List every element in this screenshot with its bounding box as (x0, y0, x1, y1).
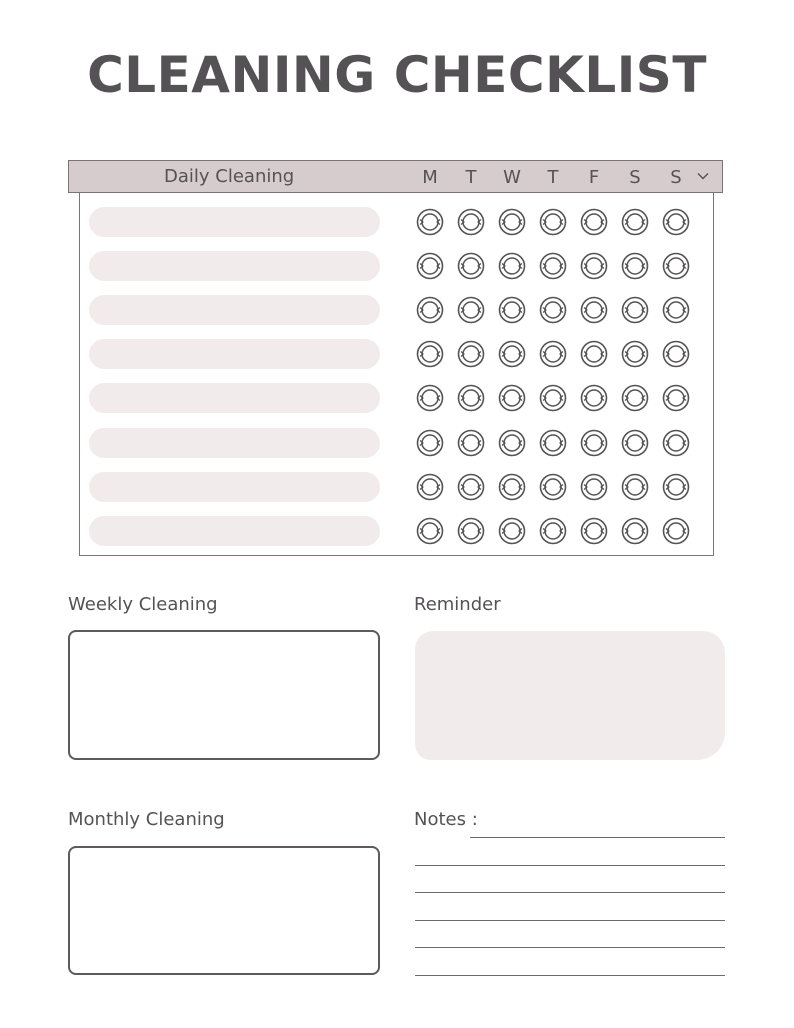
daily-task-field[interactable] (89, 428, 380, 458)
checkbox-friday-icon[interactable] (580, 252, 608, 280)
daily-task-field[interactable] (89, 339, 380, 369)
checkbox-friday-icon[interactable] (580, 473, 608, 501)
monthly-cleaning-label: Monthly Cleaning (68, 809, 225, 830)
notes-line[interactable] (415, 865, 725, 866)
notes-line[interactable] (470, 837, 725, 838)
checkbox-monday-icon[interactable] (416, 473, 444, 501)
checkbox-tuesday-icon[interactable] (457, 340, 485, 368)
checkbox-thursday-icon[interactable] (539, 429, 567, 457)
day-label-monday: M (422, 167, 438, 188)
reminder-label: Reminder (414, 594, 501, 615)
notes-line[interactable] (415, 920, 725, 921)
checkbox-friday-icon[interactable] (580, 340, 608, 368)
day-label-tuesday: T (465, 167, 477, 188)
checkbox-monday-icon[interactable] (416, 252, 444, 280)
day-label-wednesday: W (503, 167, 521, 188)
day-label-thursday: T (547, 167, 559, 188)
checkbox-thursday-icon[interactable] (539, 208, 567, 236)
daily-cleaning-header (68, 160, 723, 193)
daily-task-field[interactable] (89, 516, 380, 546)
checkbox-saturday-icon[interactable] (621, 429, 649, 457)
checkbox-thursday-icon[interactable] (539, 252, 567, 280)
checkbox-thursday-icon[interactable] (539, 296, 567, 324)
checkbox-saturday-icon[interactable] (621, 517, 649, 545)
checkbox-tuesday-icon[interactable] (457, 429, 485, 457)
checkbox-monday-icon[interactable] (416, 429, 444, 457)
checkbox-saturday-icon[interactable] (621, 252, 649, 280)
daily-task-field[interactable] (89, 472, 380, 502)
monthly-cleaning-box[interactable] (68, 846, 380, 975)
daily-task-field[interactable] (89, 207, 380, 237)
checkbox-tuesday-icon[interactable] (457, 208, 485, 236)
notes-line[interactable] (415, 947, 725, 948)
checkbox-tuesday-icon[interactable] (457, 252, 485, 280)
checkbox-saturday-icon[interactable] (621, 473, 649, 501)
checkbox-monday-icon[interactable] (416, 340, 444, 368)
checkbox-monday-icon[interactable] (416, 517, 444, 545)
checkbox-tuesday-icon[interactable] (457, 296, 485, 324)
checkbox-monday-icon[interactable] (416, 384, 444, 412)
checkbox-wednesday-icon[interactable] (498, 473, 526, 501)
checkbox-wednesday-icon[interactable] (498, 429, 526, 457)
page-title: CLEANING CHECKLIST (87, 46, 707, 104)
daily-task-field[interactable] (89, 295, 380, 325)
checkbox-wednesday-icon[interactable] (498, 252, 526, 280)
checkbox-saturday-icon[interactable] (621, 208, 649, 236)
checkbox-wednesday-icon[interactable] (498, 296, 526, 324)
checkbox-tuesday-icon[interactable] (457, 517, 485, 545)
day-label-sunday: S (670, 167, 682, 188)
checkbox-friday-icon[interactable] (580, 517, 608, 545)
checkbox-wednesday-icon[interactable] (498, 517, 526, 545)
checkbox-saturday-icon[interactable] (621, 340, 649, 368)
checkbox-thursday-icon[interactable] (539, 340, 567, 368)
checkbox-sunday-icon[interactable] (662, 340, 690, 368)
checkbox-thursday-icon[interactable] (539, 473, 567, 501)
checkbox-tuesday-icon[interactable] (457, 384, 485, 412)
checkbox-thursday-icon[interactable] (539, 517, 567, 545)
chevron-down-icon[interactable] (697, 170, 709, 182)
weekly-cleaning-label: Weekly Cleaning (68, 594, 218, 615)
day-label-friday: F (588, 167, 600, 188)
checkbox-sunday-icon[interactable] (662, 296, 690, 324)
checkbox-monday-icon[interactable] (416, 208, 444, 236)
checkbox-friday-icon[interactable] (580, 384, 608, 412)
checkbox-tuesday-icon[interactable] (457, 473, 485, 501)
day-label-saturday: S (629, 167, 641, 188)
weekly-cleaning-box[interactable] (68, 630, 380, 760)
checkbox-sunday-icon[interactable] (662, 473, 690, 501)
checkbox-wednesday-icon[interactable] (498, 384, 526, 412)
daily-cleaning-table (79, 193, 714, 556)
reminder-box[interactable] (415, 631, 725, 760)
notes-line[interactable] (415, 892, 725, 893)
checkbox-friday-icon[interactable] (580, 296, 608, 324)
checkbox-saturday-icon[interactable] (621, 384, 649, 412)
checkbox-saturday-icon[interactable] (621, 296, 649, 324)
checkbox-sunday-icon[interactable] (662, 252, 690, 280)
checkbox-friday-icon[interactable] (580, 429, 608, 457)
notes-label: Notes : (414, 809, 478, 830)
daily-cleaning-label: Daily Cleaning (164, 166, 295, 187)
checkbox-thursday-icon[interactable] (539, 384, 567, 412)
checkbox-wednesday-icon[interactable] (498, 208, 526, 236)
checkbox-sunday-icon[interactable] (662, 384, 690, 412)
checkbox-sunday-icon[interactable] (662, 517, 690, 545)
checkbox-friday-icon[interactable] (580, 208, 608, 236)
checkbox-sunday-icon[interactable] (662, 208, 690, 236)
daily-task-field[interactable] (89, 383, 380, 413)
daily-task-field[interactable] (89, 251, 380, 281)
notes-line[interactable] (415, 975, 725, 976)
checkbox-wednesday-icon[interactable] (498, 340, 526, 368)
checkbox-sunday-icon[interactable] (662, 429, 690, 457)
checkbox-monday-icon[interactable] (416, 296, 444, 324)
